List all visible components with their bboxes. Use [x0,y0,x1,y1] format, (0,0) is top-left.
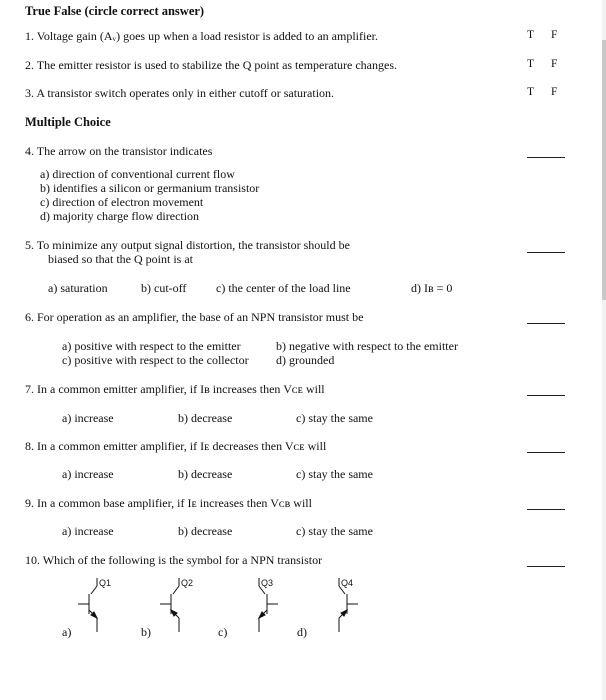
transistor-q1-icon [78,578,97,632]
tf-choice-false-3[interactable]: F [551,86,558,98]
mc-question-7: 7. In a common emitter amplifier, if Iʙ increases then Vᴄᴇ will [25,382,325,396]
answer-blank-10[interactable] [527,566,565,567]
answer-blank-4[interactable] [527,157,565,158]
q8-option-a: a) increase [62,467,114,481]
q8-option-c: c) stay the same [296,467,373,481]
q7-option-c: c) stay the same [296,411,373,425]
q7-option-b: b) decrease [178,411,233,425]
answer-blank-5[interactable] [527,252,565,253]
q9-option-c: c) stay the same [296,524,373,538]
q6-option-a: a) positive with respect to the emitter [62,339,241,353]
q5-option-c: c) the center of the load line [216,281,351,295]
q4-ref-label: Q4 [341,578,354,588]
mc-question-9: 9. In a common base amplifier, if Iᴇ increases then Vᴄʙ will [25,496,312,510]
tf-choice-true-2[interactable]: T [527,58,535,70]
q5-option-a: a) saturation [48,281,108,295]
q4-option-d: d) majority charge flow direction [40,209,200,223]
mc-question-8: 8. In a common emitter amplifier, if Iᴇ decreases then Vᴄᴇ will [25,439,327,453]
q5-option-b: b) cut-off [141,281,187,295]
q10-option-c: c) [218,625,228,639]
q7-option-a: a) increase [62,411,114,425]
tf-question-3: 3. A transistor switch operates only in either cutoff or saturation. [25,86,335,100]
tf-question-1: 1. Voltage gain (Aᵥ) goes up when a load resistor is added to an amplifier. [25,29,379,43]
answer-blank-9[interactable] [527,509,565,510]
mc-question-5-line2: biased so that the Q point is at [48,252,193,266]
q2-ref-label: Q2 [181,578,194,588]
q10-option-d: d) [297,625,307,639]
answer-blank-8[interactable] [527,452,565,453]
q10-option-b: b) [141,625,151,639]
tf-heading: True False (circle correct answer) [25,4,205,18]
q8-option-b: b) decrease [178,467,233,481]
transistor-q2-icon [160,578,179,632]
tf-choice-true-1[interactable]: T [527,29,535,41]
mc-question-5: 5. To minimize any output signal distortion, the transistor should be [25,238,350,252]
q3-ref-label: Q3 [261,578,274,588]
mc-heading: Multiple Choice [25,115,111,129]
answer-blank-6[interactable] [527,323,565,324]
tf-choice-false-1[interactable]: F [551,29,558,41]
tf-choice-false-2[interactable]: F [551,58,558,70]
q9-option-b: b) decrease [178,524,233,538]
tf-choice-true-3[interactable]: T [527,86,535,98]
q9-option-a: a) increase [62,524,114,538]
scrollbar-thumb[interactable] [602,40,606,300]
mc-question-6: 6. For operation as an amplifier, the base of an NPN transistor must be [25,310,364,324]
q5-option-d: d) Iʙ = 0 [411,281,453,295]
answer-blank-7[interactable] [527,395,565,396]
q6-option-d: d) grounded [276,353,335,367]
tf-question-2: 2. The emitter resistor is used to stabilize the Q point as temperature changes. [25,58,398,72]
q4-option-a: a) direction of conventional current flow [40,167,235,181]
q6-option-c: c) positive with respect to the collector [62,353,249,367]
q1-ref-label: Q1 [99,578,112,588]
mc-question-4: 4. The arrow on the transistor indicates [25,144,213,158]
q4-option-c: c) direction of electron movement [40,195,204,209]
q4-option-b: b) identifies a silicon or germanium transistor [40,181,260,195]
q6-option-b: b) negative with respect to the emitter [276,339,458,353]
q10-option-a: a) [62,625,72,639]
mc-question-10: 10. Which of the following is the symbol for a NPN transistor [25,553,323,567]
